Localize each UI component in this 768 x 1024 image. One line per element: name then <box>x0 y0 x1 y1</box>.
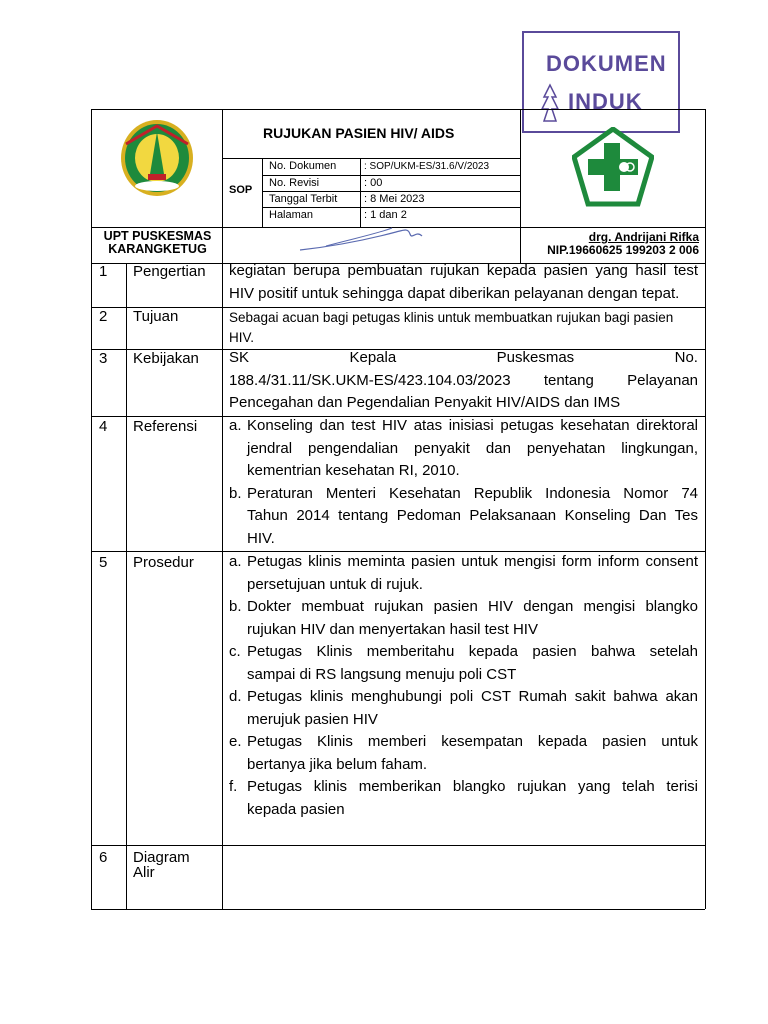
section-content-kebijakan <box>229 347 698 415</box>
meta-value-no-revisi: : 00 <box>364 177 383 189</box>
sop-label: SOP <box>229 184 253 196</box>
dokumen-induk-stamp <box>522 31 680 133</box>
list-item: c. Petugas Klinis memberitahu kepada pasien bahwa setelah sampai di RS langsung menuju poli CST <box>229 643 698 683</box>
content-line: HIV. <box>229 330 255 345</box>
meta-value-tanggal-terbit: : 8 Mei 2023 <box>364 193 425 205</box>
content-line: Pencegahan dan Pegendalian Penyakit HIV/AIDS dan IMS <box>229 394 621 411</box>
section-label-referensi: Referensi <box>133 418 198 435</box>
section-number: 6 <box>99 849 108 866</box>
puskesmas-logo-icon <box>572 127 654 207</box>
list-item: e. Petugas Klinis memberi kesempatan kepada pasien untuk bertanya jika belum faham. <box>229 733 698 773</box>
section-number: 5 <box>99 554 108 571</box>
list-item: f. Petugas klinis memberikan blangko rujukan yang telah terisi kepada pasien <box>229 778 698 818</box>
stamp-line2: INDUK <box>568 89 643 114</box>
content-line: 188.4/31.11/SK.UKM-ES/423.104.03/2023 tentang Pelayanan <box>229 371 698 389</box>
section-label-tujuan: Tujuan <box>133 308 179 325</box>
section-label-prosedur: Prosedur <box>133 554 194 571</box>
meta-value-no-dokumen: : SOP/UKM-ES/31.6/V/2023 <box>364 161 490 172</box>
section-number: 3 <box>99 350 108 367</box>
policy-line-1: SK Kepala Puskesmas No. <box>229 349 698 366</box>
regional-emblem-icon <box>118 118 196 198</box>
section-content-pengertian <box>229 260 698 305</box>
meta-label-tanggal-terbit: Tanggal Terbit <box>269 193 338 205</box>
section-number: 1 <box>99 263 108 280</box>
list-item: a. Konseling dan test HIV atas inisiasi petugas kesehatan direktoral jendral pengendalian penyakit dan penyehatan lingkungan, kementrian kesehatan RI, 2010. <box>229 417 698 479</box>
list-item: a. Petugas klinis meminta pasien untuk mengisi form inform consent persetujuan untuk di rujuk. <box>229 553 698 593</box>
org-name-line2: KARANGKETUG <box>108 242 207 256</box>
org-name-line1: UPT PUSKESMAS <box>103 229 212 243</box>
section-content-tujuan <box>229 308 698 348</box>
section-number: 4 <box>99 418 108 435</box>
meta-value-halaman: : 1 dan 2 <box>364 209 407 221</box>
section-label-pengertian: Pengertian <box>133 263 206 280</box>
signer-name: drg. Andrijani Rifka <box>588 230 699 244</box>
section-number: 2 <box>99 308 108 325</box>
section-content-prosedur <box>229 551 698 821</box>
list-item: b. Dokter membuat rujukan pasien HIV dengan mengisi blangko rujukan HIV dan menyertakan hasil test HIV <box>229 598 698 638</box>
section-label-kebijakan: Kebijakan <box>133 350 199 367</box>
document-title: RUJUKAN PASIEN HIV/ AIDS <box>263 125 455 141</box>
list-item: d. Petugas klinis menghubungi poli CST Rumah sakit bahwa akan merujuk pasien HIV <box>229 688 698 728</box>
meta-label-halaman: Halaman <box>269 209 314 221</box>
content-line: kegiatan berupa pembuatan rujukan kepada pasien yang hasil test <box>229 262 698 279</box>
signer-nip: NIP.19660625 199203 2 006 <box>547 243 699 257</box>
section-label-alir: Alir <box>133 864 155 881</box>
content-line: Sebagai acuan bagi petugas klinis untuk membuatkan rujukan bagi pasien <box>229 310 674 325</box>
section-label-diagram: Diagram <box>133 849 190 866</box>
section-content-referensi <box>229 415 698 550</box>
content-line: HIV positif untuk sehingga dapat diberikan pelayanan dengan tepat. <box>229 284 680 302</box>
meta-label-no-revisi: No. Revisi <box>269 177 320 189</box>
meta-label-no-dokumen: No. Dokumen <box>269 160 337 172</box>
stamp-emblem-icon <box>538 83 562 123</box>
stamp-line1: DOKUMEN <box>546 51 667 76</box>
list-item: b. Peraturan Menteri Kesehatan Republik Indonesia Nomor 74 Tahun 2014 tentang Pedoman Pelaksanaan Konseling Dan Tes HIV. <box>229 484 698 547</box>
signature <box>296 224 436 256</box>
